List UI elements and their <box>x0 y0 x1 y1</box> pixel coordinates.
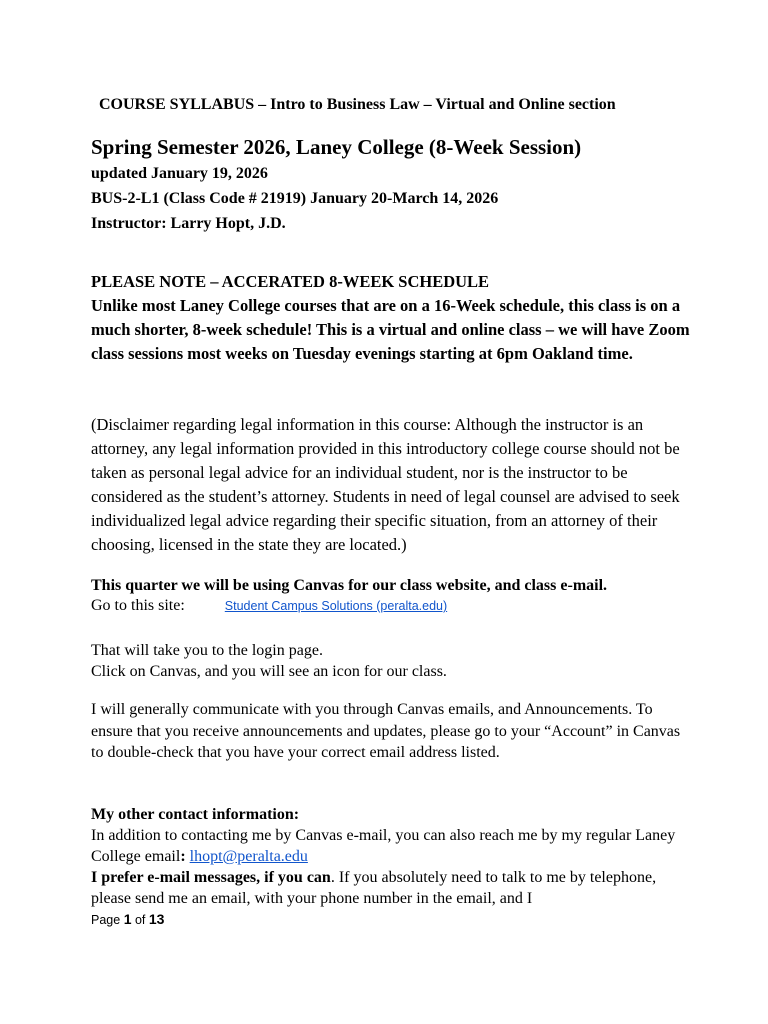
canvas-heading: This quarter we will be using Canvas for our class website, and class e-mail. <box>91 577 608 594</box>
student-campus-solutions-link[interactable]: Student Campus Solutions (peralta.edu) <box>224 599 448 613</box>
course-code: BUS-2-L1 (Class Code # 21919) January 20-March 14, 2026 <box>91 190 499 207</box>
canvas-info <box>91 576 691 616</box>
contact-line: In addition to contacting me by Canvas e-mail, you can also reach me by my regular Laney College email <box>91 827 676 865</box>
updated-date: updated January 19, 2026 <box>91 165 268 182</box>
total-pages: 13 <box>148 911 165 927</box>
page-word: Page <box>91 913 121 927</box>
communication-paragraph: I will generally communicate with you through Canvas emails, and Announcements. To ensure that you receive announcements and updates, please go to your “Account” in Canvas to double-check that you have your correct email address listed. <box>91 701 681 761</box>
email-link[interactable]: lhopt@peralta.edu <box>189 848 308 865</box>
prefer-email-text: I prefer e-mail messages, if you can <box>91 869 331 886</box>
schedule-note-heading: PLEASE NOTE – ACCERATED 8-WEEK SCHEDULE <box>91 272 490 291</box>
course-meta <box>91 161 691 236</box>
contact-email-paragraph <box>91 825 691 867</box>
course-title: COURSE SYLLABUS – Intro to Business Law – Virtual and Online section <box>99 96 616 113</box>
instructor-name: Instructor: Larry Hopt, J.D. <box>91 215 286 232</box>
legal-disclaimer: (Disclaimer regarding legal information in this course: Although the instructor is an attorney, any legal information provided in this introductory college course should not be taken as personal legal advice for an individual student, nor is the instructor to be considered as the student’s attorney. Students in need of legal counsel are advised to seek individualized legal advice regarding their specific situation, from an attorney of their choosing, licensed in the state they are located.) <box>91 415 680 554</box>
site-row <box>91 596 691 616</box>
login-line-2: Click on Canvas, and you will see an icon for our class. <box>91 663 447 680</box>
of-word: of <box>134 913 146 927</box>
schedule-note-body: Unlike most Laney College courses that are on a 16-Week schedule, this class is on a much shorter, 8-week schedule! This is a virtual and online class – we will have Zoom class sessions most weeks on Tuesday evenings starting at 6pm Oakland time. <box>91 296 690 363</box>
page-number: 1 <box>123 911 132 927</box>
login-instructions <box>91 640 691 682</box>
go-to-label: Go to this site: <box>91 597 185 614</box>
semester-heading: Spring Semester 2026, Laney College (8-Week Session) <box>91 135 582 159</box>
contact-heading: My other contact information: <box>91 806 300 823</box>
page-footer <box>91 910 164 929</box>
contact-colon: : <box>180 848 186 865</box>
contact-preference-paragraph <box>91 867 691 909</box>
schedule-note <box>91 270 691 366</box>
phone-instructions: . If you absolutely need to talk to me by telephone, please send me an email, with your phone number in the email, and I <box>91 869 657 907</box>
login-line-1: That will take you to the login page. <box>91 642 323 659</box>
contact-info <box>91 804 691 909</box>
